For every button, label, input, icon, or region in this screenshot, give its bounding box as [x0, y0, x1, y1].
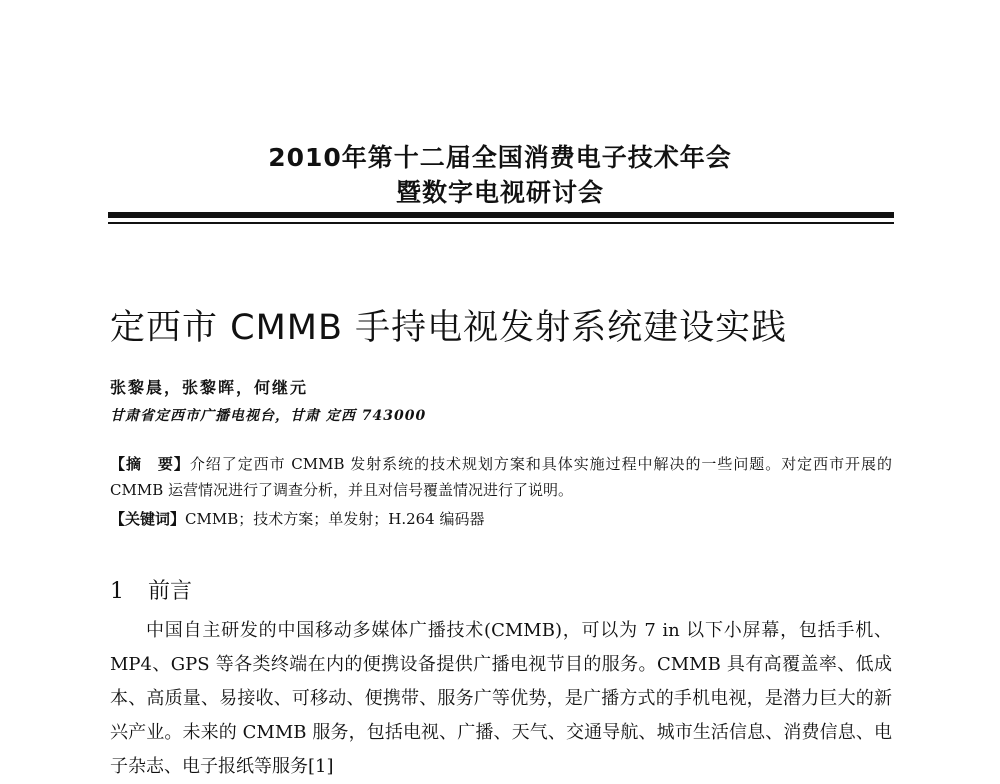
conference-title-line2: 暨数字电视研讨会 [395, 178, 604, 207]
abstract-text: 介绍了定西市 CMMB 发射系统的技术规划方案和具体实施过程中解决的一些问题。对定西市开展的 CMMB 运营情况进行了调查分析，并且对信号覆盖情况进行了说明。 [110, 455, 892, 499]
section-heading [110, 574, 192, 605]
section-number: 1 [110, 579, 124, 604]
conference-title [110, 140, 890, 210]
abstract [110, 451, 892, 503]
conference-title-line1: 2010年第十二届全国消费电子技术年会 [268, 143, 732, 172]
authors: 张黎晨，张黎晖，何继元 [110, 378, 309, 397]
header-rule-thick [108, 212, 894, 218]
section-title: 前言 [148, 579, 193, 604]
section-body: 中国自主研发的中国移动多媒体广播技术(CMMB)，可以为 7 in 以下小屏幕，包括手机、MP4、GPS 等各类终端在内的便携设备提供广播电视节目的服务。CMMB 具有高覆盖率、低成本、高质量、易接收、可移动、便携带、服务广等优势，是广播方式的手机电视，是潜力巨大的新兴产业。未来的 CMMB 服务，包括电视、广播、天气、交通导航、城市生活信息、消费信息、电子杂志、电子报纸等服务[1] [110, 620, 892, 777]
header-rule-thin [108, 222, 894, 224]
keywords-label: 【关键词】 [110, 510, 186, 528]
keywords [110, 506, 484, 532]
paper-title: 定西市 CMMB 手持电视发射系统建设实践 [110, 308, 788, 348]
affiliation: 甘肃省定西市广播电视台，甘肃 定西 743000 [110, 408, 427, 424]
keywords-text: CMMB；技术方案；单发射；H.264 编码器 [185, 510, 485, 528]
abstract-label: 【摘 要】 [110, 455, 190, 473]
